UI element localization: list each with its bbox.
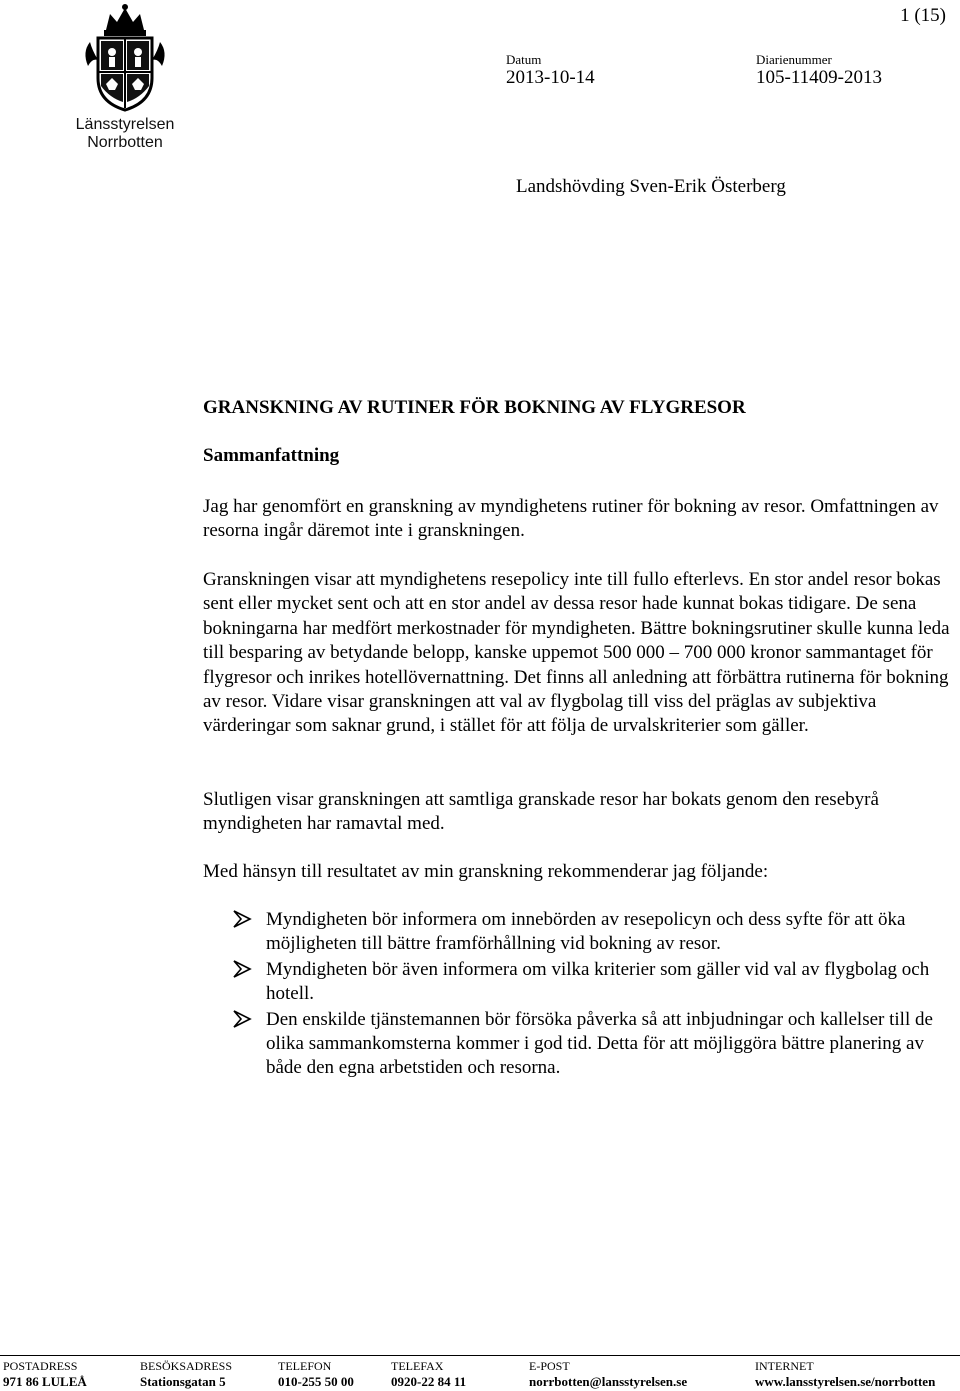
coat-of-arms-icon [70,2,180,114]
document-title: GRANSKNING AV RUTINER FÖR BOKNING AV FLYGRESOR [203,397,746,418]
recommendation-text: Myndigheten bör även informera om vilka kriterier som gäller vid val av flygbolag och hotell. [266,958,930,1005]
footer-postal-label: POSTADRESS [3,1359,78,1373]
footer-web-link[interactable]: www.lansstyrelsen.se/norrbotten [755,1374,936,1389]
recommendation-text: Myndigheten bör informera om innebörden av resepolicyn och dess syfte för att öka möjligheten till bättre framförhållning vid bokning av resor. [266,909,906,955]
footer-visit-label: BESÖKSADRESS [140,1359,233,1373]
footer-divider [0,1355,960,1356]
date-value: 2013-10-14 [506,67,595,88]
footer-fax-label: TELEFAX [391,1359,444,1373]
paragraph-recommendation-intro: Med hänsyn till resultatet av min granskning rekommenderar jag följande: [203,861,769,882]
footer-fax-value: 0920-22 84 11 [391,1374,467,1389]
arrow-bullet-icon [232,1009,254,1029]
footer-web-label: INTERNET [755,1359,814,1373]
diary-number-label: Diarienummer [756,52,832,67]
footer-phone-label: TELEFON [278,1359,332,1373]
coat-of-arms-logo [70,2,180,152]
paragraph-travel-agency: Slutligen visar granskningen att samtliga granskade resor har bokats genom den resebyrå myndigheten har ramavtal med. [203,789,879,835]
footer-email-label: E-POST [529,1359,570,1373]
recipient: Landshövding Sven-Erik Österberg [516,176,786,197]
footer-visit-value: Stationsgatan 5 [140,1374,226,1389]
list-item [232,958,952,1007]
list-item [232,908,952,957]
section-heading: Sammanfattning [203,445,340,466]
date-label: Datum [506,52,542,67]
recommendation-text: Den enskilde tjänstemannen bör försöka påverka så att inbjudningar och kallelser till de olika sammankomsterna kommer i god tid. Detta för att möjliggöra bättre planering av både den egna arbetstiden och resorna. [266,1008,933,1079]
arrow-bullet-icon [232,909,254,929]
list-item [232,1008,952,1081]
paragraph-findings: Granskningen visar att myndighetens resepolicy inte till fullo efterlevs. En stor andel resor bokas sent eller mycket sent och att en stor andel av dessa resor hade kunnat bokas tidigare. De sena bokningarna har medfört merkostnader för myndigheten. Bättre bokningsrutiner skulle kunna leda till besparing av betydande belopp, kanske uppemot 500 000 – 700 000 kronor sammantaget för flygresor och inrikes hotellövernattning. Det finns all anledning att förbättra rutinerna för bokning av resor. Vidare visar granskningen att val av flygbolag till viss del präglas av subjektiva värderingar som saknar grund, i stället för att följa de urvalskriterier som gäller. [203,569,950,737]
org-name-line1: Länsstyrelsen [75,116,175,133]
recommendation-list [232,908,952,1082]
page-number: 1 (15) [900,5,946,26]
footer-postal-value: 971 86 LULEÅ [3,1374,87,1389]
arrow-bullet-icon [232,959,254,979]
footer-phone-value: 010-255 50 00 [278,1374,354,1389]
paragraph-intro: Jag har genomfört en granskning av myndighetens rutiner för bokning av resor. Omfattningen av resorna ingår däremot inte i granskningen. [203,496,939,542]
footer-email-link[interactable]: norrbotten@lansstyrelsen.se [529,1374,688,1389]
org-name-line2: Norrbotten [87,134,163,151]
diary-number-value: 105-11409-2013 [756,67,882,88]
